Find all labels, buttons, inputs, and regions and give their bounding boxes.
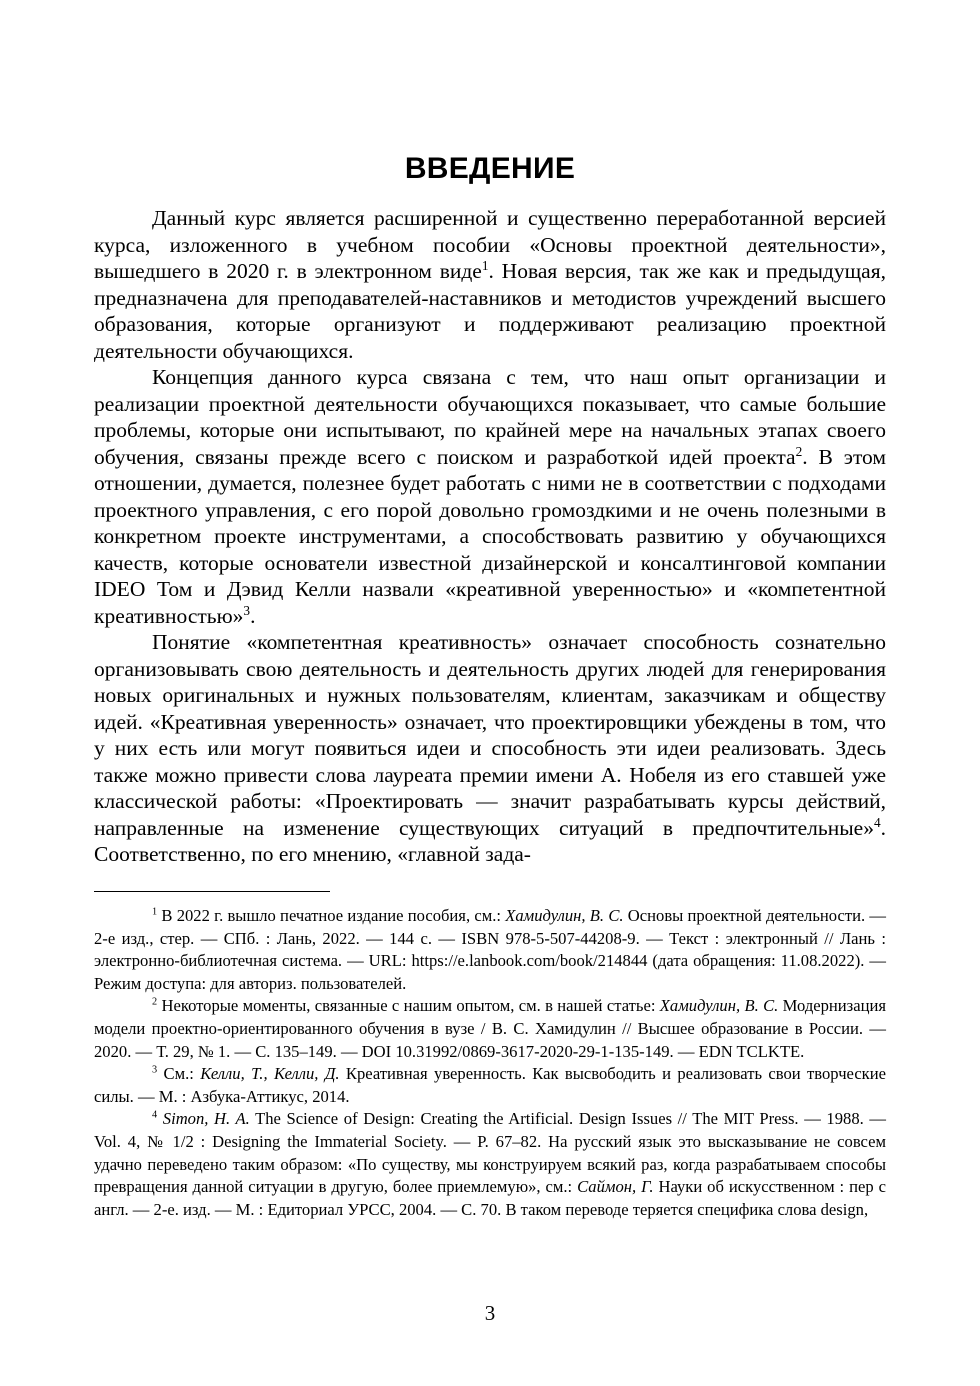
footnotes: [94, 905, 886, 1221]
footnote-2: [94, 995, 886, 1063]
footnote-ref-3[interactable]: 3: [243, 602, 251, 618]
footnote-number: 3: [152, 1064, 158, 1076]
paragraph-text: .: [250, 603, 256, 628]
footnote-4: [94, 1108, 886, 1221]
page-number: 3: [484, 1301, 496, 1325]
paragraph-1: [94, 205, 886, 364]
footnote-text: Основы проектной деятельности. — 2-е изд., стер. — СПб. : Лань, 2022. — 144 с. — ISBN 978-5-507-44208-9. — Текст : электронный // Лань : электронно-библиотечная система. — URL: https://e.lanbook.com/book/214844 (дата обращения: 11.08.2022). — Режим доступа: для авториз. пользователей.: [94, 906, 886, 993]
paragraph-text: Понятие «компетентная креативность» означает способность сознательно организовывать свою деятельность и деятельность других людей для генерирования новых оригинальных и нужных пользователям, клиентам, заказчикам и обществу идей. «Креативная уверенность» означает, что проектировщики убеждены в том, что у них есть или могут появиться идеи и способность эти идеи реализовать. Здесь также можно привести слова лауреата премии имени А. Нобеля из его ставшей уже классической работы: «Проектировать — значит разрабатывать курсы действий, направленные на изменение существующих ситуаций в предпочтительные»: [94, 630, 886, 840]
footnote-3: [94, 1063, 886, 1108]
page-title: ВВЕДЕНИЕ: [404, 152, 576, 185]
footnote-author: Хамидулин, В. С.: [505, 906, 624, 925]
footnote-author: Simon, H. A.: [162, 1109, 250, 1129]
footnote-1: [94, 905, 886, 995]
footnote-text: Креативная уверенность. Как высвободить и реализовать свои творческие силы. — М. : Азбука-Аттикус, 2014.: [94, 1064, 886, 1106]
footnote-text: The Science of Design: Creating the Artificial. Design Issues // The MIT Press. — 1988. — Vol. 4, № 1/2 : Designing the Immaterial Society. — P. 67–82. На русский язык это высказывание не совсем удачно переведено таким образом: «По существу, мы конструируем всякий раз, когда разрабатываем способы превращения данной ситуации в другую, более приемлемую», см.:: [94, 1109, 886, 1197]
footnote-number: 4: [152, 1109, 158, 1121]
footnote-text: Модернизация модели проектно-ориентированного обучения в вузе / В. С. Хамидулин // Высшее образование в России. — 2020. — Т. 29, № 1. — С. 135–149. — DOI 10.31992/0869-3617-2020-29-1-135-149. — EDN TCLKTE.: [94, 996, 886, 1061]
footnote-author: Саймон, Г.: [577, 1177, 654, 1197]
paragraph-text: . Соответственно, по его мнению, «главной зада-: [94, 815, 886, 866]
paragraph-text: . Новая версия, так же как и предыдущая, предназначена для преподавателей-наставников и методистов учреждений высшего образования, которые организуют и поддерживают реализацию проектной деятельности обучающихся.: [94, 259, 886, 363]
paragraph-3: [94, 629, 886, 868]
paragraph-text: Данный курс является расширенной и существенно переработанной версией курса, изложенного в учебном пособии «Основы проектной деятельности», вышедшего в 2020 г. в электронном виде: [94, 206, 886, 283]
paragraph-text: . В этом отношении, думается, полезнее будет работать с ними не в соответствии с подходами проектного управления, с его порой довольно громоздкими и не очень полезными в конкретном проекте инструментами, а способствовать развитию у обучающихся качеств, которые основатели известной дизайнерской и консалтинговой компании IDEO Том и Дэвид Келли назвали «креативной уверенностью» и «компетентной креативностью»: [94, 444, 886, 628]
footnote-separator: [94, 891, 330, 892]
footnote-text: Некоторые моменты, связанные с нашим опытом, см. в нашей статье:: [161, 996, 660, 1016]
paragraph-2: [94, 364, 886, 629]
footnote-ref-4[interactable]: 4: [873, 814, 881, 830]
footnote-text: См.:: [163, 1064, 201, 1084]
footnote-ref-1[interactable]: 1: [481, 257, 489, 273]
footnote-author: Хамидулин, В. С.: [659, 996, 779, 1016]
footnote-number: 1: [152, 906, 158, 918]
footnote-ref-2[interactable]: 2: [795, 443, 803, 459]
footnote-author: Келли, Т., Келли, Д.: [200, 1064, 340, 1084]
footnote-number: 2: [152, 996, 158, 1008]
footnote-text: Науки об искусственном : пер с англ. — 2-е. изд. — М. : Едиториал УРСС, 2004. — С. 70. В таком переводе теряется специфика слова design,: [94, 1177, 887, 1219]
footnote-text: В 2022 г. вышло печатное издание пособия, см.:: [161, 906, 506, 925]
paragraph-text: Концепция данного курса связана с тем, что наш опыт организации и реализации проектной деятельности обучающихся показывает, что самые большие проблемы, которые они испытывают, по крайней мере на начальных этапах своего обучения, связаны прежде всего с поиском и разработкой идей проекта: [94, 365, 886, 469]
main-text: [94, 205, 886, 868]
